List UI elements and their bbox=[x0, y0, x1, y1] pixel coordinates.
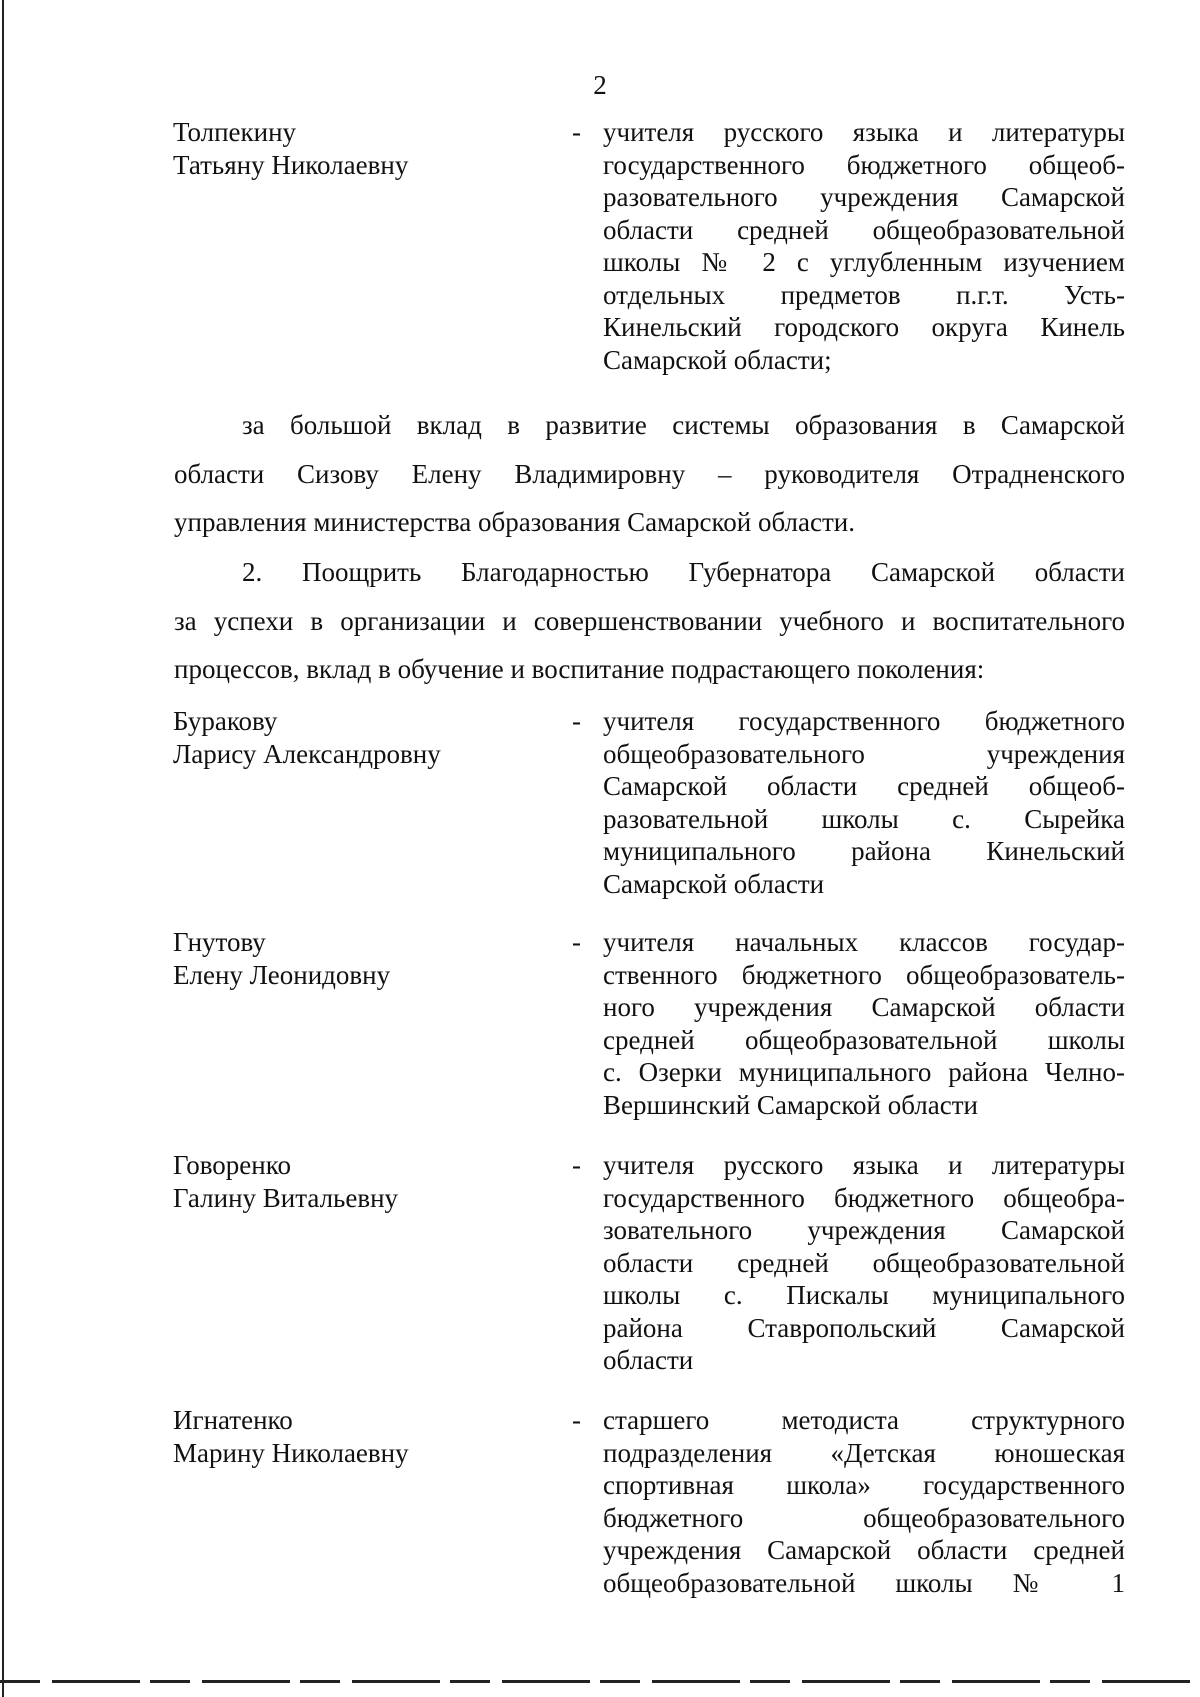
position-line: Самарской области средней общеоб- bbox=[603, 771, 1125, 801]
person-name bbox=[173, 926, 553, 991]
position-line: учителя начальных классов государ- bbox=[603, 927, 1125, 957]
paragraph-line: за большой вклад в развитие системы образования в Самарской bbox=[242, 410, 1125, 440]
person-given-names: Марину Николаевну bbox=[173, 1437, 409, 1468]
position-line: области средней общеобразовательной bbox=[603, 214, 1125, 245]
person-surname: Гнутову bbox=[173, 927, 266, 957]
person-given-names: Елену Леонидовну bbox=[173, 959, 391, 990]
position-line: Вершинский Самарской области bbox=[603, 1089, 978, 1120]
position-line: спортивная школа» государственного bbox=[603, 1470, 1125, 1500]
position-line: Самарской области bbox=[603, 868, 825, 899]
position-line: государственного бюджетного общеоб- bbox=[603, 149, 1125, 180]
position-line: общеобразовательного учреждения bbox=[603, 738, 1125, 769]
position-line: с. Озерки муниципального района Челно- bbox=[603, 1057, 1125, 1087]
position-line: школы № 2 с углубленным изучением bbox=[603, 247, 1125, 277]
person-position bbox=[603, 116, 1125, 376]
person-surname: Игнатенко bbox=[173, 1405, 293, 1435]
entry-dash: - bbox=[572, 1405, 581, 1435]
paragraph-line: за успехи в организации и совершенствовании учебного и воспитательного bbox=[174, 605, 1125, 636]
scan-edge-bottom bbox=[0, 1680, 1200, 1683]
person-surname: Толпекину bbox=[173, 117, 297, 147]
person-position bbox=[603, 1149, 1125, 1377]
position-line: области bbox=[603, 1345, 694, 1375]
person-name bbox=[173, 116, 553, 181]
position-line: разовательной школы с. Сырейка bbox=[603, 803, 1125, 834]
person-name bbox=[173, 1404, 553, 1469]
position-line: отдельных предметов п.г.т. Усть- bbox=[603, 279, 1125, 310]
position-line: учителя русского языка и литературы bbox=[603, 1150, 1125, 1180]
person-given-names: Галину Витальевну bbox=[173, 1182, 399, 1213]
position-line: ственного бюджетного общеобразователь- bbox=[603, 959, 1125, 990]
position-line: подразделения «Детская юношеская bbox=[603, 1437, 1125, 1468]
entry-dash: - bbox=[572, 706, 581, 736]
scan-edge-left bbox=[2, 0, 4, 1697]
paragraph-line: процессов, вклад в обучение и воспитание подрастающего поколения: bbox=[174, 654, 985, 684]
position-line: учителя государственного бюджетного bbox=[603, 706, 1125, 736]
position-line: средней общеобразовательной школы bbox=[603, 1024, 1125, 1055]
position-line: государственного бюджетного общеобра- bbox=[603, 1182, 1125, 1213]
position-line: школы с. Пискалы муниципального bbox=[603, 1280, 1125, 1310]
person-given-names: Татьяну Николаевну bbox=[173, 149, 409, 180]
position-line: зовательного учреждения Самарской bbox=[603, 1215, 1125, 1245]
position-line: ного учреждения Самарской области bbox=[603, 992, 1125, 1022]
person-surname: Буракову bbox=[173, 706, 278, 736]
position-line: области средней общеобразовательной bbox=[603, 1247, 1125, 1278]
position-line: района Ставропольский Самарской bbox=[603, 1312, 1125, 1343]
person-name bbox=[173, 1149, 553, 1214]
person-given-names: Ларису Александровну bbox=[173, 738, 441, 769]
position-line: разовательного учреждения Самарской bbox=[603, 182, 1125, 212]
person-surname: Говоренко bbox=[173, 1150, 291, 1180]
person-position bbox=[603, 926, 1125, 1121]
page-number: 2 bbox=[593, 70, 607, 100]
position-line: общеобразовательной школы № 1 bbox=[603, 1567, 1125, 1598]
position-line: бюджетного общеобразовательного bbox=[603, 1502, 1125, 1533]
paragraph-line: области Сизову Елену Владимировну – руководителя Отрадненского bbox=[174, 458, 1125, 489]
entry-dash: - bbox=[572, 1150, 581, 1180]
person-position bbox=[603, 705, 1125, 900]
entry-dash: - bbox=[572, 117, 581, 147]
position-line: учителя русского языка и литературы bbox=[603, 117, 1125, 147]
position-line: Кинельский городского округа Кинель bbox=[603, 312, 1125, 342]
position-line: Самарской области; bbox=[603, 344, 832, 375]
paragraph-line: управления министерства образования Самарской области. bbox=[174, 507, 855, 537]
position-line: муниципального района Кинельский bbox=[603, 836, 1125, 866]
person-name bbox=[173, 705, 553, 770]
entry-dash: - bbox=[572, 927, 581, 957]
paragraph-line: 2. Поощрить Благодарностью Губернатора Самарской области bbox=[242, 557, 1125, 587]
paragraph-item-2 bbox=[174, 548, 1125, 694]
person-position bbox=[603, 1404, 1125, 1599]
position-line: старшего методиста структурного bbox=[603, 1405, 1125, 1435]
paragraph-award-sizova bbox=[174, 401, 1125, 547]
position-line: учреждения Самарской области средней bbox=[603, 1535, 1125, 1565]
